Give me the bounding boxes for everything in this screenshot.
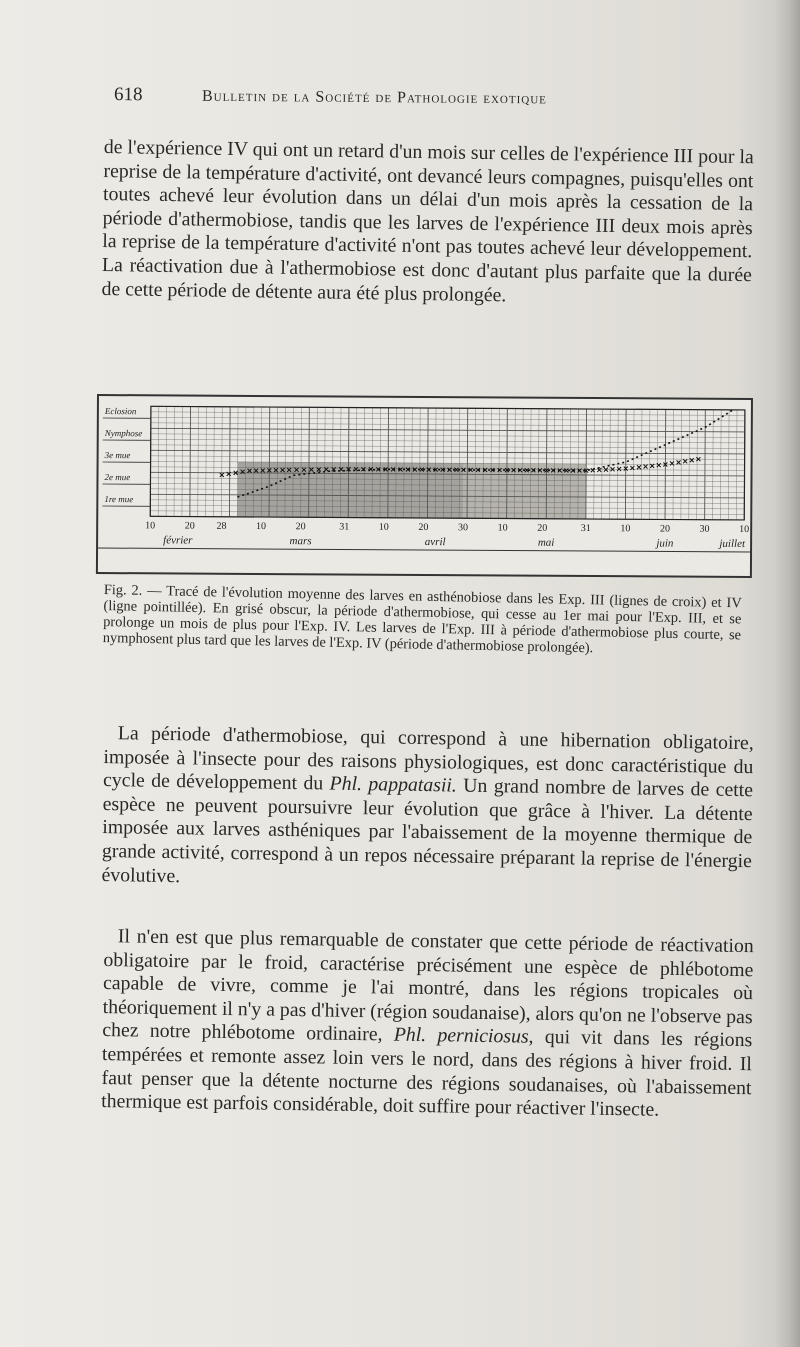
paragraph-1: de l'expérience IV qui ont un retard d'un mois sur celles de l'expérience III pour la reprise de la température d'activité, ont devancé leurs compagnes, puisqu'elles ont toutes achevé leur évolution dans un délai d'un mois après la cessation de la période d'athermobiose, tandis que les larves de l'expérience III deux mois après la reprise de la température d'activité n'ont pas toutes achevé leur développement. La réactivation due à l'athermobiose est donc d'autant plus parfaite que la durée de cette période de détente aura été plus prolongée. (101, 136, 754, 306)
paragraph-3-text-b: , qui vit dans les régions tempérées et remonte assez loin vers le nord, dans des régions à hiver froid. Il faut penser que la détente nocturne des régions soudanaises, où l'abaissement thermique est parfois considérable, doit suffire pour réactiver l'insecte. (101, 1026, 753, 1121)
series-exp-iii-cross (690, 458, 694, 462)
stage-label: 3e mue (104, 450, 131, 461)
x-tick-label: 10 (256, 520, 267, 533)
x-tick-label: 10 (378, 521, 389, 533)
series-exp-iii-cross (637, 465, 641, 469)
grid-hline (151, 428, 745, 432)
x-tick-label: 28 (216, 520, 227, 532)
x-tick-label: 31 (580, 522, 591, 535)
grid-hline (151, 412, 745, 416)
x-tick-label: 20 (184, 520, 195, 532)
x-tick-label: 20 (537, 522, 548, 534)
paragraph-2-text-b: Un grand nombre de larves de cette espèce ne peuvent poursuivre leur évolution que grâce à l'hiver. La détente imposée aux larves asthéniques par l'abaissement de la moyenne thermique de grande activité, correspond à un repos nécessaire préparant la reprise de l'énergie évolutive. (101, 774, 754, 887)
series-exp-iii-cross (683, 459, 687, 463)
axis-baseline (98, 548, 750, 552)
grid-hline (151, 417, 745, 421)
stage-label: Eclosion (104, 406, 137, 417)
page-gutter-shadow (774, 0, 800, 1347)
month-label: mars (289, 535, 312, 548)
caption-label: Fig. 2. (103, 582, 143, 599)
series-exp-iii-cross (611, 467, 615, 471)
month-label: mai (537, 536, 555, 549)
stage-label: 1re mue (104, 494, 134, 505)
x-tick-label: 20 (659, 523, 671, 535)
development-chart-svg (98, 396, 751, 576)
grid-hline (151, 445, 745, 449)
grid-hline (151, 450, 745, 454)
species-name-perniciosus: Phl. perniciosus (393, 1023, 529, 1049)
page-header (114, 84, 659, 110)
figure-caption (103, 582, 742, 659)
stage-label: 2e mue (104, 472, 131, 483)
x-tick-label: 10 (620, 523, 631, 535)
caption-text: — Tracé de l'évolution moyenne des larves en asthénobiose dans les Exp. III (lignes de croix) et IV (ligne pointillée). En grisé obscur, la période d'athermobiose, qui cesse au 1er mai pour l'Exp. III, et se prolonge un mois de plus pour l'Exp. IV. Les larves de l'Exp. III à période d'athermobiose plus courte, se nymphosent plus tard que les larves de l'Exp. IV (période d'athermobiose prolongée). (102, 582, 742, 657)
grid-hline (151, 439, 745, 443)
month-label: avril (424, 536, 446, 549)
stage-label: Nymphose (104, 428, 143, 439)
series-exp-iii-cross (677, 460, 681, 464)
paragraph-2 (101, 722, 754, 897)
x-tick-label: 10 (145, 520, 156, 532)
paragraph-3-text-a: Il n'en est que plus remarquable de constater que cette période de réactivation obligatoire par le froid, caractérise précisément une espèce de phlébotome capable de vivre, comme je l'ai montré, dans les régions tropicales où théoriquement il n'y a pas d'hiver (région soudanaise), alors qu'on ne l'observe pas chez notre phlébotome ordinaire, (102, 925, 754, 1046)
species-name-pappatasii: Phl. pappatasii. (329, 772, 458, 797)
grid-hline (151, 456, 745, 460)
paragraph-3 (101, 925, 754, 1124)
x-tick-label: 20 (418, 521, 429, 534)
x-tick-label: 10 (497, 522, 508, 534)
grid-hline (151, 434, 745, 438)
month-label: février (163, 534, 193, 547)
x-tick-label: 31 (339, 521, 350, 533)
series-exp-iii-cross (644, 465, 648, 469)
running-title: Bulletin de la Société de Pathologie exotique (201, 87, 547, 108)
x-tick-label: 30 (699, 523, 710, 535)
month-label: juin (656, 537, 674, 550)
month-label: juillet (719, 537, 746, 550)
paragraph-2-text-a: La période d'athermobiose, qui correspond à une hibernation obligatoire, imposée à l'insecte pour des raisons physiologiques, est donc caractéristique du cycle de développement du (102, 722, 754, 795)
grid-hline (151, 423, 745, 427)
figure-2-chart (96, 394, 753, 578)
x-tick-label: 10 (739, 523, 750, 535)
x-tick-label: 30 (457, 522, 469, 534)
page-number: 618 (113, 84, 143, 106)
x-tick-label: 20 (295, 521, 306, 533)
